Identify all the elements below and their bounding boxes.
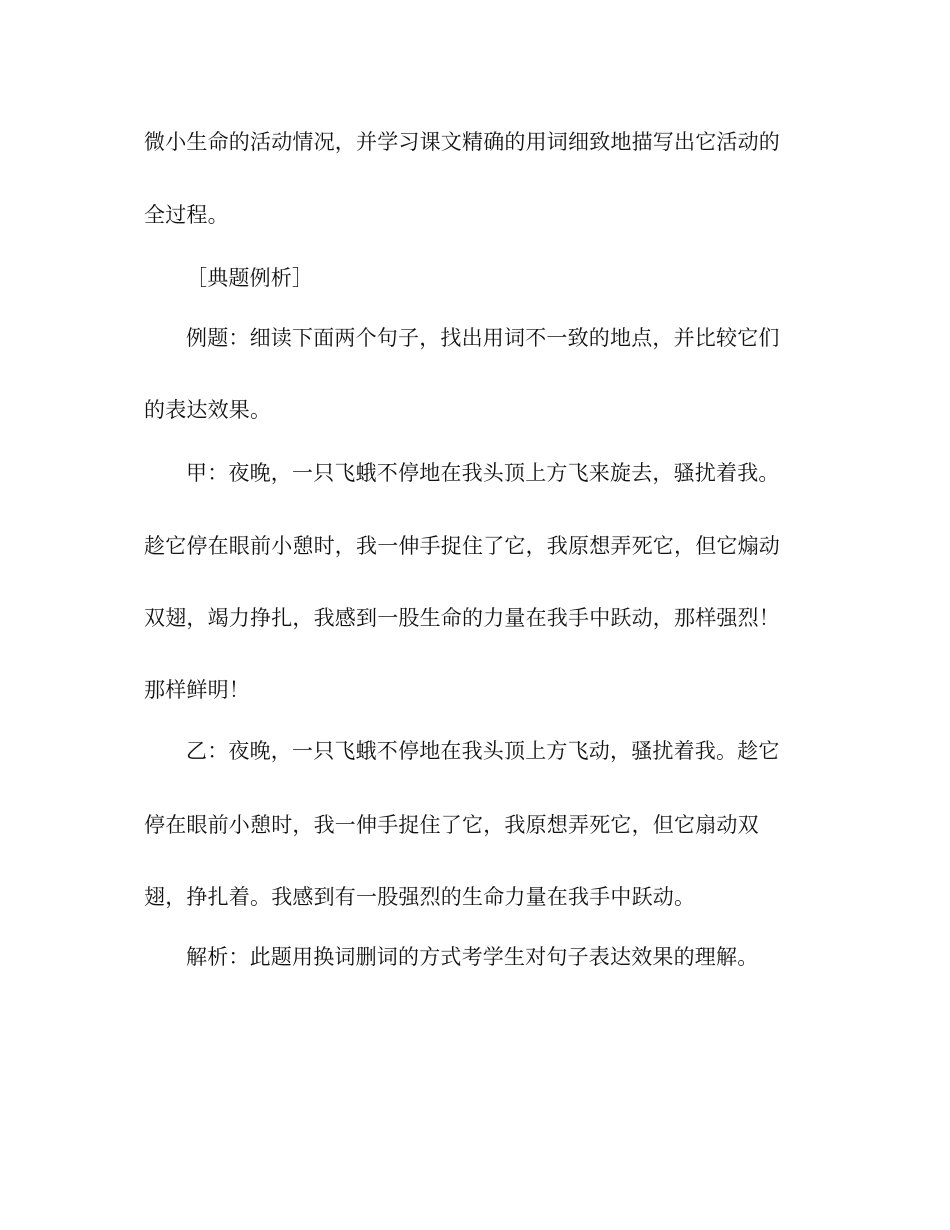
sentence-a-line: 甲：夜晚，一只飞蛾不停地在我头顶上方飞来旋去，骚扰着我。 (186, 461, 780, 485)
sentence-b-line: 乙：夜晚，一只飞蛾不停地在我头顶上方飞动，骚扰着我。趁它 (186, 739, 780, 763)
body-text-line: 全过程。 (144, 203, 229, 227)
section-heading: ［典题例析］ (186, 266, 314, 290)
sentence-b-line: 停在眼前小憩时，我一伸手捉住了它，我原想弄死它，但它扇动双 (144, 813, 759, 837)
sentence-a-line: 双翅，竭力挣扎，我感到一股生命的力量在我手中跃动，那样强烈！ (144, 606, 780, 630)
example-question-line: 的表达效果。 (144, 398, 272, 422)
sentence-b-line: 翅，挣扎着。我感到有一股强烈的生命力量在我手中跃动。 (144, 885, 696, 909)
body-text-line: 微小生命的活动情况，并学习课文精确的用词细致地描写出它活动的 (144, 130, 780, 154)
example-question-line: 例题：细读下面两个句子，找出用词不一致的地点，并比较它们 (186, 326, 780, 350)
analysis-line: 解析：此题用换词删词的方式考学生对句子表达效果的理解。 (186, 945, 759, 969)
sentence-a-line: 那样鲜明！ (144, 678, 250, 702)
sentence-a-line: 趁它停在眼前小憩时，我一伸手捉住了它，我原想弄死它，但它煽动 (144, 534, 780, 558)
